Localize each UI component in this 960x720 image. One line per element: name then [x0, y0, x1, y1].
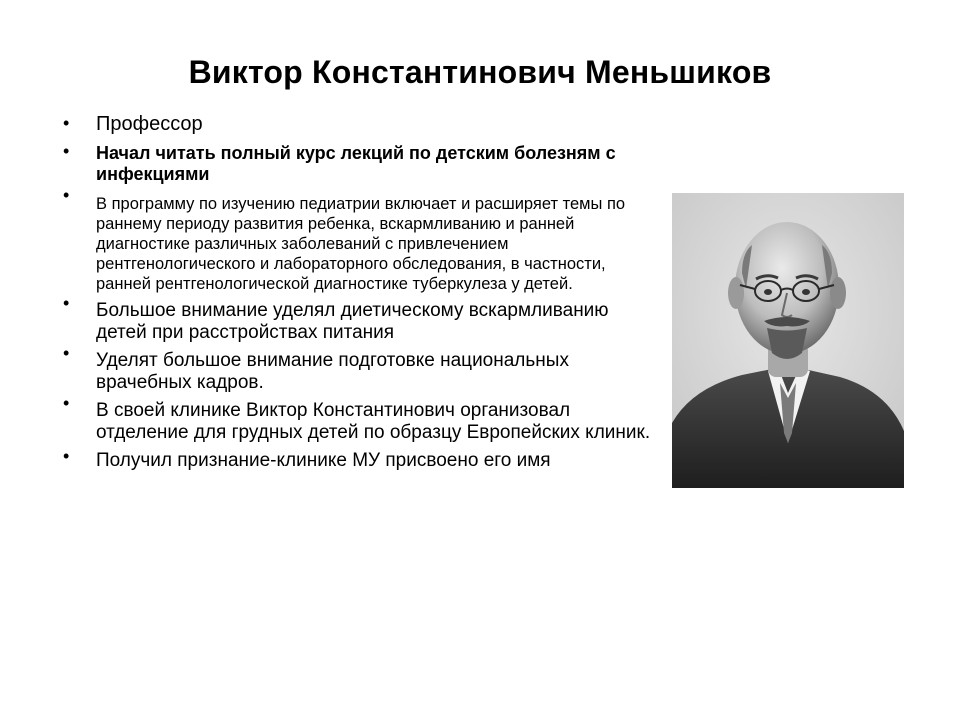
bullet-item-professor	[60, 113, 660, 136]
bullet-text: Получил признание-клинике МУ присвоено его имя	[96, 450, 551, 471]
bullet-text: Профессор	[96, 113, 203, 135]
bullet-text: Начал читать полный курс лекций по детским болезням с инфекциями	[96, 143, 616, 184]
bullet-text: В программу по изучению педиатрии включает и расширяет темы по раннему периоду развития ребенка, вскармливанию и ранней диагностике различных заболеваний с привлечением рентгенологического и лабораторного обследования, в частности, ранней рентгенологической диагностике туберкулеза у детей.	[96, 195, 626, 293]
bullet-item-dietary	[60, 293, 660, 344]
bullet-list	[60, 113, 660, 478]
bullet-item-program	[60, 185, 660, 294]
slide-title: Виктор Константинович Меньшиков	[188, 54, 772, 90]
portrait-eye	[802, 289, 810, 295]
portrait-ear	[728, 277, 744, 309]
bullet-text: Уделят большое внимание подготовке национальных врачебных кадров.	[96, 350, 569, 393]
portrait-photo	[672, 193, 904, 488]
bullet-dot-icon: •	[63, 185, 70, 205]
portrait-ear	[830, 277, 846, 309]
bullet-dot-icon: •	[63, 393, 70, 413]
portrait-eye	[764, 289, 772, 295]
bullet-dot-icon: •	[63, 293, 70, 313]
bullet-dot-icon: •	[63, 343, 70, 363]
bullet-text: Большое внимание уделял диетическому вскармливанию детей при расстройствах питания	[96, 300, 609, 343]
bullet-dot-icon: •	[63, 113, 70, 133]
bullet-dot-icon: •	[63, 446, 70, 466]
bullet-item-infant-department	[60, 393, 660, 444]
bullet-text: В своей клинике Виктор Константинович организовал отделение для грудных детей по образцу Европейских клиник.	[96, 400, 651, 443]
bullet-item-lectures	[60, 143, 660, 185]
portrait-illustration	[672, 193, 904, 488]
bullet-dot-icon: •	[63, 141, 70, 161]
bullet-item-training	[60, 343, 660, 394]
bullet-item-recognition	[60, 446, 660, 472]
